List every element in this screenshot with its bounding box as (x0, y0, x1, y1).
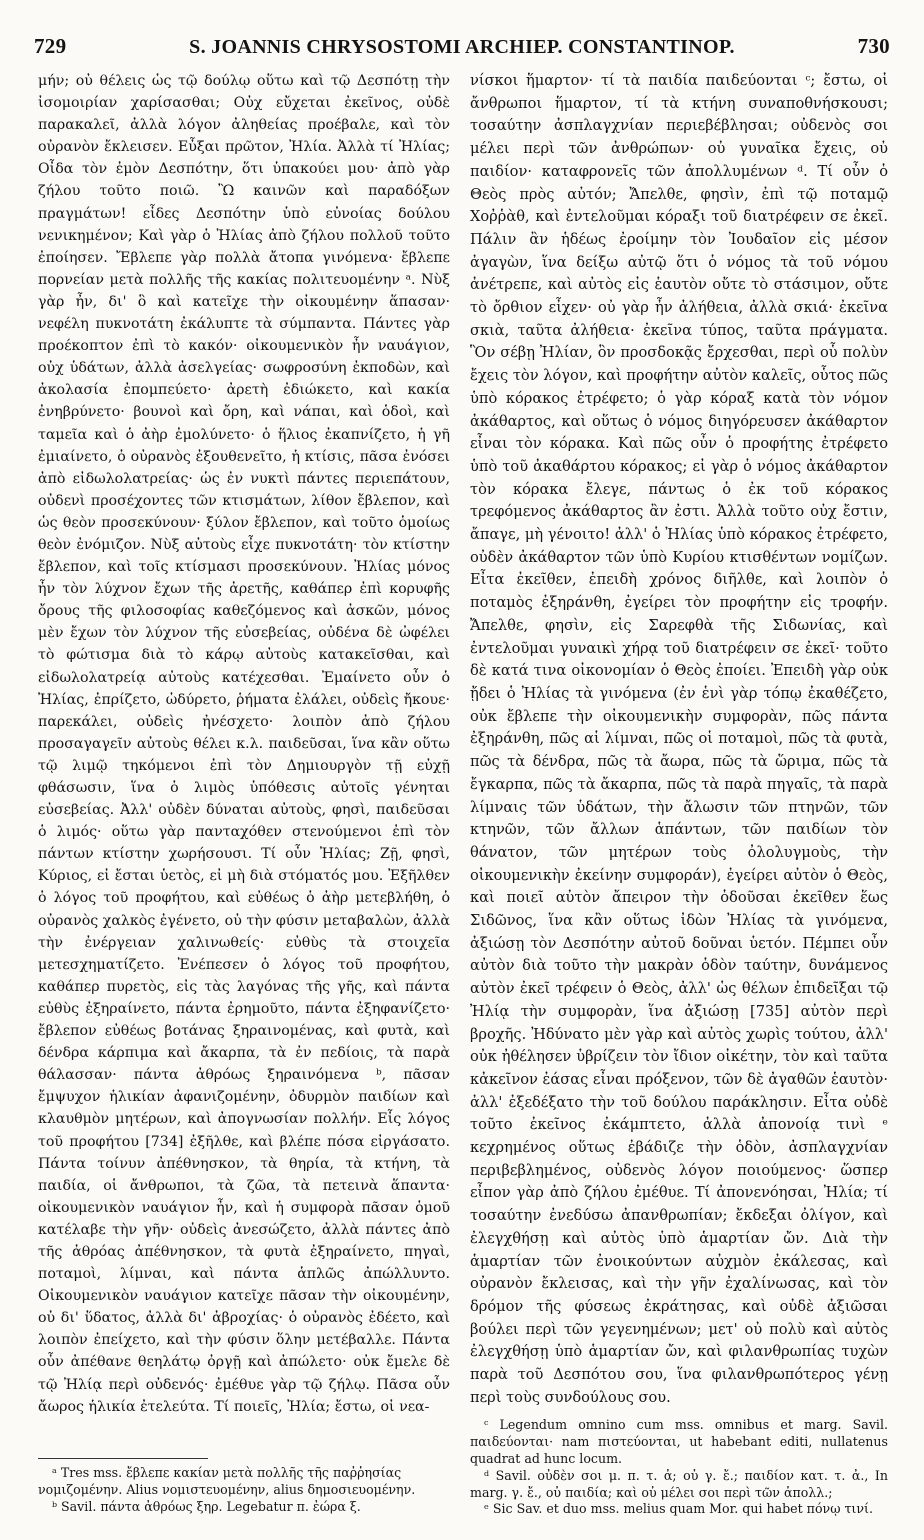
left-column-text: μήν; οὐ θέλεις ὡς τῷ δούλῳ οὕτω καὶ τῷ Δεσπότῃ τὴν ἰσομοιρίαν χαρίσασθαι; Οὐχ εὔχεται ἐκεῖνος, οὐδὲ παρακαλεῖ, ἀλλὰ λόγον ἀληθείας προέβαλε, καὶ τὸν οὐρανὸν ἔκλεισεν. Εὖξαι πρῶτον, Ἠλία. Ἀλλὰ τί Ἠλίας; Οἶδα τὸν ἐμὸν Δεσπότην, ὅτι ὑπακούει μου· ἀπὸ γὰρ ζήλου τοῦτο ποιῶ. Ὢ καινῶν καὶ παραδόξων πραγμάτων! εἶδες Δεσπότην ὑπὸ εὐνοίας δούλου νενικημένον; Καὶ γὰρ ὁ Ἠλίας ἀπὸ ζήλου πολλοῦ τοῦτο ἐποίησεν. Ἔβλεπε γὰρ πολλὰ ἄτοπα γινόμενα· ἔβλεπε πορνείαν μετὰ πολλῆς τῆς κακίας πολιτευομένην ᵃ. Νὺξ γὰρ ἦν, δι' ὃ καὶ κατεῖχε τὴν οἰκουμένην ἅπασαν· νεφέλη πυκνοτάτη ἐκάλυπτε τὰ σύμπαντα. Πάντες γὰρ προέκοπτον ἐπὶ τὸ κακόν· οἰκουμενικὸν ἦν ναυάγιον, οὐχ ὑδάτων, ἀλλὰ ἀσελγείας· σωφροσύνη ἐκποδὼν, καὶ ἀκολασία ἐπομπεύετο· ἀρετὴ ἐδιώκετο, καὶ κακία ἐνηβρύνετο· βουνοὶ καὶ ὄρη, καὶ νάπαι, καὶ ὁδοὶ, καὶ ταμεῖα καὶ ὁ ἀὴρ ἐμολύνετο· ὁ ἥλιος ἐκαπνίζετο, ἡ γῆ ἐμιαίνετο, ὁ οὐρανὸς ἐξουθενεῖτο, ἡ κτίσις, πᾶσα ἐνόσει ἀπὸ εἰδωλολατρείας· ὡς ἐν νυκτὶ πάντες περιεπάτουν, οὐδενὶ προσέχοντες τῶν κτισμάτων, λίθον ἔβλεπον, καὶ ὡς θεὸν προσεκύνουν· ξύλον ἔβλεπον, καὶ τοῦτο ὁμοίως θεὸν ἐνόμιζον. Νὺξ αὐτοὺς εἶχε πυκνοτάτη· τὸν κτίστην ἔβλεπον, καὶ τοῖς κτίσμασι προσεκύνουν. Ἠλίας μόνος ἦν τὸν λύχνον ἔχων τῆς ἀρετῆς, καθάπερ ἐπὶ κορυφῆς ὄρους τῆς φιλοσοφίας καθεζόμενος καὶ ἀσκῶν, μόνος μὲν ἔχων τὸν λύχνον τῆς εὐσεβείας, οὐδένα δὲ ὠφέλει τὸ φώτισμα διὰ τὸ κάρῳ αὐτοὺς κατακεῖσθαι, καὶ εἰδωλολατρείᾳ αὐτοὺς κατέχεσθαι. Ἐμαίνετο οὖν ὁ Ἠλίας, ἐπρίζετο, ὠδύρετο, ῥήματα ἐλάλει, οὐδεὶς ἤκουε· παρεκάλει, οὐδεὶς ἠνέσχετο· λοιπὸν ἀπὸ ζήλου προσαγαγεῖν αὐτοὺς θέλει κ.λ. παιδεῦσαι, ἵνα κἂν οὕτω τῷ λιμῷ τηκόμενοι ἐπὶ τὸν Δημιουργὸν τῇ εὐχῇ φθάσωσιν, ἵνα ὁ λιμὸς ὑπόθεσις αὐτοῖς γένηται εὐσεβείας. Ἀλλ' οὐδὲν δύναται αὐτοὺς, φησὶ, παιδεῦσαι ὁ λιμός· οὕτω γὰρ πανταχόθεν στενούμενοι ἐπὶ τὸν πάντων κτίστην χωρήσουσι. Τί οὖν Ἠλίας; Ζῇ, φησὶ, Κύριος, εἰ ἔσται ὑετὸς, εἰ μὴ διὰ στόματός μου. Ἐξῆλθεν ὁ λόγος τοῦ προφήτου, καὶ εὐθέως ὁ ἀὴρ μετεβλήθη, ὁ οὐρανὸς χαλκὸς ἐγένετο, οὐ τὴν φύσιν μεταβαλὼν, ἀλλὰ τὴν ἐνέργειαν χαλινωθείς· εὐθὺς τὰ στοιχεῖα μετεσχηματίζετο. Ἐνέπεσεν ὁ λόγος τοῦ προφήτου, καθάπερ πυρετὸς, εἰς τὰς λαγόνας τῆς γῆς, καὶ πάντα εὐθὺς ἐξηραίνετο, πάντα ἐρημοῦτο, πάντα ἐξηφανίζετο· ἔβλεπον εὐθέως βοτάνας ξηραινομένας, καὶ φυτὰ, καὶ δένδρα κάρπιμα καὶ ἄκαρπα, τὰ ἐν πεδίοις, τὰ παρὰ θάλασσαν· πάντα ἀθρόως ξηραινόμενα ᵇ, πᾶσαν ἔμψυχον ἡλικίαν ἀφανιζομένην, ὀδυρμὸν παιδίων καὶ κλαυθμὸν μητέρων, καὶ ἀπογνωσίαν πολλήν. Εἷς λόγος τοῦ προφήτου [734] ἐξῆλθε, καὶ βλέπε πόσα εἰργάσατο. Πάντα τοίνυν ἀπέθνησκον, τὰ θηρία, τὰ κτήνη, τὰ παιδία, οἱ ἄνθρωποι, τὰ ζῶα, τὰ πετεινὰ ἅπαντα· οἰκουμενικὸν ναυάγιον ἦν, καὶ ἡ συμφορὰ πᾶσαν ὁμοῦ κατέλαβε τὴν γῆν· οὐδεὶς ἀνεσώζετο, ἀλλὰ πάντες ἀπὸ τῆς ἀθρόας ἀπέθνησκον, τὰ φυτὰ ἐξηραίνετο, πηγαὶ, ποταμοὶ, λίμναι, καὶ πάντα ἁπλῶς ἀπώλλυντο. Οἰκουμενικὸν ναυάγιον κατεῖχε πᾶσαν τὴν οἰκουμένην, οὐ δι' ὕδατος, ἀλλὰ δι' ἀβροχίας· ὁ οὐρανὸς ἐδέετο, καὶ λοιπὸν ἐπείχετο, καὶ τὴν φύσιν ὅλην μετέβαλλε. Πάντα οὖν ἀπέθανε θεηλάτῳ ὀργῇ καὶ ἀπώλετο· οὐκ ἔμελε δὲ τῷ Ἠλίᾳ περὶ οὐδενός· ἐμέθυε γὰρ τῷ ζήλῳ. Πᾶσα οὖν ἄωρος ἡλικία ἐτελεύτα. Τί ποιεῖς, Ἠλία; ἔστω, οἱ νεα- (38, 73, 450, 1415)
running-title: S. JOANNIS CHRYSOSTOMI ARCHIEP. CONSTANTINOP. (189, 36, 735, 58)
footnote-c: ᶜ Legendum omnino cum mss. omnibus et marg. Savil. παιδεύονται· nam πιστεύονται, ut habebant editi, nullatenus quadrat ad hunc locum. (470, 1417, 888, 1467)
running-header (34, 34, 890, 64)
right-column (470, 70, 888, 1518)
page-number-left: 729 (34, 34, 67, 58)
footnote-rule (38, 1458, 208, 1459)
left-column (38, 70, 450, 1418)
right-column-text: νίσκοι ἥμαρτον· τί τὰ παιδία παιδεύονται ᶜ; ἔστω, οἱ ἄνθρωποι ἥμαρτον, τί τὰ κτήνη συναποθνήσκουσι; τοσαύτην ἀσπλαγχνίαν περιεβέβλησαι; οὐδενὸς σοι μέλει περὶ τῶν ἀνθρώπων· οὐ γυναῖκα ἔχεις, οὐ παιδίον· καταφρονεῖς τῶν ἀπολλυμένων ᵈ. Τί οὖν ὁ Θεὸς πρὸς αὐτόν; Ἄπελθε, φησὶν, ἐπὶ τῷ ποταμῷ Χοῤῥὰθ, καὶ ἐντελοῦμαι κόραξι τοῦ διατρέφειν σε ἐκεῖ. Πάλιν ἂν ἡδέως ἐροίμην τὸν Ἰουδαῖον εἰς μέσον ἀγαγὼν, ἵνα δείξω αὐτῷ ὅτι ὁ νόμος τὰ τοῦ νόμου ἀνέτρεπε, καὶ αὐτὸς εἰς ἑαυτὸν οὔτε τὸ στάσιμον, οὔτε τὸ ὄρθιον εἶχεν· οὐ γὰρ ἦν ἀλήθεια, ἀλλὰ σκιά· ἐκεῖνα σκιὰ, ταῦτα ἀλήθεια· ἐκεῖνα τύπος, ταῦτα πράγματα. Ὃν σέβῃ Ἠλίαν, ὃν προσδοκᾷς ἔρχεσθαι, περὶ οὗ πολὺν ἔχεις τὸν λόγον, καὶ προφήτην αὐτὸν καλεῖς, οὗτος πῶς ὑπὸ κόρακος ἐτρέφετο; ὁ γὰρ κόραξ κατὰ τὸν νόμον ἀκάθαρτος, καὶ οὕτως ὁ νόμος διηγόρευσεν ἀκάθαρτον εἶναι τὸν κόρακα. Καὶ πῶς οὖν ὁ προφήτης ἐτρέφετο ὑπὸ τοῦ ἀκαθάρτου κόρακος; εἰ γὰρ ὁ νόμος ἀκάθαρτον τὸν κόρακα ἔλεγε, πάντως ὁ ἐκ τοῦ κόρακος τρεφόμενος ἀκάθαρτος ἂν ἐστι. Ἀλλὰ τοῦτο οὐχ ἔστιν, ἄπαγε, μὴ γένοιτο! ἀλλ' ὁ Ἠλίας ὑπὸ κόρακος ἐτρέφετο, οὐδὲν ἀκάθαρτον τῶν ὑπὸ Κυρίου κτισθέντων νομίζων. Εἶτα ἐκεῖθεν, ἐπειδὴ χρόνος διῆλθε, καὶ λοιπὸν ὁ ποταμὸς ἐξηράνθη, ἐγείρει τὸν προφήτην εἰς τροφήν. Ἄπελθε, φησὶν, εἰς Σαρεφθὰ τῆς Σιδωνίας, καὶ ἐντελοῦμαι γυναικὶ χήρᾳ τοῦ διατρέφειν σε ἐκεῖ· τοῦτο δὲ κατά τινα οἰκονομίαν ὁ Θεὸς ἐποίει. Ἐπειδὴ γὰρ οὐκ ᾔδει ὁ Ἠλίας τὰ γινόμενα (ἐν ἑνὶ γὰρ τόπῳ ἐκαθέζετο, οὐκ ἔβλεπε τὴν οἰκουμενικὴν συμφορὰν, πῶς πάντα ἐξηράνθη, πῶς αἱ λίμναι, πῶς οἱ ποταμοὶ, πῶς τὰ φυτὰ, πῶς τὰ δένδρα, πῶς τὰ ἄωρα, πῶς τὰ ὥριμα, πῶς τὰ ἔγκαρπα, πῶς τὰ ἄκαρπα, πῶς τὰ παρὰ πηγαῖς, τὰ παρὰ λίμναις τῶν ὑδάτων, τὴν ἄλωσιν τῶν πτηνῶν, τῶν κτηνῶν, τῶν ἄλλων ἁπάντων, τῶν παιδίων τὸν θάνατον, τῶν μητέρων τοὺς ὀλολυγμοὺς, τὴν οἰκουμενικὴν ἐκείνην συμφοράν), ἐγείρει αὐτὸν ὁ Θεὸς, καὶ ποιεῖ αὐτὸν ἄπειρον τὴν ὁδοῦσαι ἐκεῖθεν ἕως Σιδῶνος, ἵνα κἂν οὕτως ἰδὼν Ἠλίας τὰ γινόμενα, ἀξιώσῃ τὸν Δεσπότην αὐτοῦ δοῦναι ὑετόν. Πέμπει οὖν αὐτὸν διὰ τοῦτο τὴν μακρὰν ὁδὸν ταύτην, δυνάμενος αὐτὸν ἐκεῖ τρέφειν ὁ Θεὸς, ἀλλ' ὡς θέλων ἐπιδεῖξαι τῷ Ἠλίᾳ τὴν συμφορὰν, ἵνα ἀξιώσῃ [735] αὐτὸν περὶ βροχῆς. Ἠδύνατο μὲν γὰρ καὶ αὐτὸς χωρὶς τούτου, ἀλλ' οὐκ ἠθέλησεν ὑβρίζειν τὸν ἴδιον οἰκέτην, τὸν καὶ ταῦτα κἀκεῖνον ἐάσας εἶναι πρόξενον, τῶν δὲ ἀγαθῶν ἑαυτὸν· ἀλλ' ἐξεδέξατο τὴν τοῦ δούλου παράκλησιν. Εἶτα οὐδὲ τοῦτο ἐκεῖνος ἐκάμπτετο, ἀλλὰ ἀπονοίᾳ τινὶ ᵉ κεχρημένος οὕτως ἐβάδιζε τὴν ὁδὸν, ἀσπλαγχνίαν περιβεβλημένος, οὐδενὸς λόγον ποιούμενος· ὥσπερ εἶπον γὰρ ἀπὸ ζήλου ἐμέθυε. Τί ἀπονενόησαι, Ἠλία; τί τοσαύτην ἐνεδύσω ἀπανθρωπίαν; ἔκδεξαι ὀλίγον, καὶ ἐλεγχθήσῃ καὶ αὐτὸς ὑπὸ ἁμαρτίαν ὤν. Διὰ τὴν ἁμαρτίαν τῶν ἐνοικούντων αὐχμὸν ἐκάλεσας, καὶ οὐρανὸν ἔκλεισας, καὶ τὴν γῆν ἐχαλίνωσας, καὶ τὸν δρόμον τῆς φύσεως ἐκράτησας, καὶ οὐδὲ ἀξιῶσαι βούλει περὶ τῶν γεγενημένων; μετ' οὐ πολὺ καὶ αὐτὸς ἐλεγχθήσῃ ὑπὸ ἁμαρτίαν ὤν, καὶ φιλανθρωπίας τυχὼν παρὰ τοῦ Δεσπότου σου, ἵνα φιλανθρωπότερος γένῃ περὶ τοὺς συνδούλους σου. (470, 72, 888, 1406)
right-footnotes (470, 1417, 888, 1518)
footnote-d: ᵈ Savil. οὐδὲν σοι μ. π. τ. ἀ; οὐ γ. ἔ.; παιδίον κατ. τ. ἀ., In marg. γ. ἔ., οὐ παιδία; καὶ οὐ μέλει σοι περὶ τῶν ἀπολλ.; (470, 1467, 888, 1500)
footnote-e: ᵉ Sic Sav. et duo mss. melius quam Mor. qui habet πόνῳ τινί. (484, 1501, 873, 1517)
footnote-a: ᵃ Tres mss. ἔβλεπε κακίαν μετὰ πολλῆς τῆς παῤῥησίας νομιζομένην. Alius νομιστευομένην, alius δημοσιευομένην. (38, 1465, 416, 1497)
footnote-b: ᵇ Savil. πάντα ἀθρόως ξηρ. Legebatur π. ἐώρα ξ. (52, 1498, 361, 1514)
left-footnotes (38, 1452, 450, 1515)
page-number-right: 730 (857, 34, 890, 58)
